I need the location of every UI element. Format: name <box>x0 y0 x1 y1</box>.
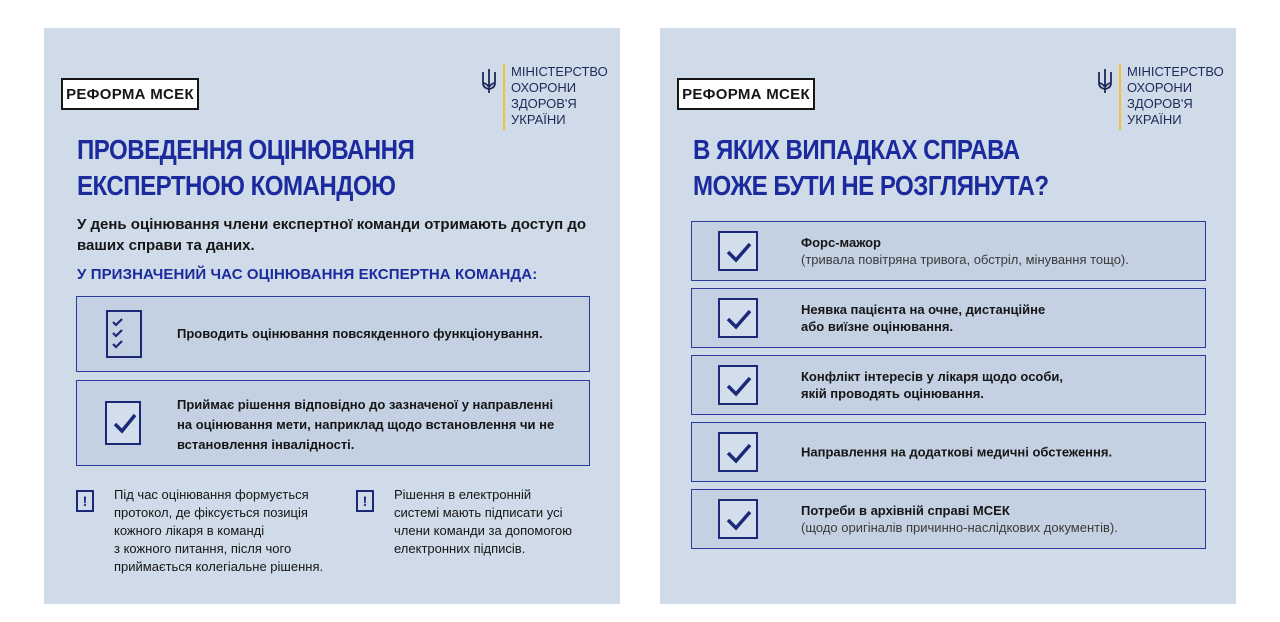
trident-icon <box>480 68 498 94</box>
checkbox-icon <box>718 365 758 405</box>
ministry-logo <box>1096 64 1224 130</box>
case-item <box>691 288 1206 348</box>
note-protocol <box>76 486 323 576</box>
case-item <box>691 221 1206 281</box>
lead-text: У день оцінювання члени експертної команди отримають доступ до ваших справи та даних. <box>77 216 587 254</box>
right-card <box>660 28 1236 604</box>
exclamation-icon: ! <box>356 490 374 512</box>
case-text: Неявка пацієнта на очне, дистанційне або виїзне оцінювання. <box>801 302 1046 334</box>
checkbox-icon <box>718 499 758 539</box>
page-title: В ЯКИХ ВИПАДКАХ СПРАВА МОЖЕ БУТИ НЕ РОЗГЛЯНУТА? <box>693 134 1049 201</box>
case-text: Конфлікт інтересів у лікаря щодо особи, якій проводять оцінювання. <box>801 369 1063 401</box>
checkbox-icon <box>105 401 141 445</box>
ministry-divider <box>1119 64 1121 130</box>
action-item <box>76 380 590 466</box>
ministry-name: МІНІСТЕРСТВО ОХОРОНИ ЗДОРОВ'Я УКРАЇНИ <box>511 64 608 127</box>
case-text: Направлення на додаткові медичні обстеження. <box>801 444 1113 460</box>
checkbox-icon <box>718 298 758 338</box>
note-text: Рішення в електронній системі мають підписати усі члени команди за допомогою електронних підписів. <box>394 487 573 556</box>
ministry-logo <box>480 64 608 130</box>
action-text: Приймає рішення відповідно до зазначеної у направленні на оцінювання мети, наприклад щодо встановлення чи не встановлення інвалідності. <box>177 397 555 452</box>
checkbox-icon <box>718 231 758 271</box>
page-title: ПРОВЕДЕННЯ ОЦІНЮВАННЯ ЕКСПЕРТНОЮ КОМАНДОЮ <box>77 134 415 201</box>
case-item <box>691 355 1206 415</box>
case-item <box>691 422 1206 482</box>
clipboard-checklist-icon <box>105 309 143 359</box>
action-text: Проводить оцінювання повсякденного функціонування. <box>177 326 543 341</box>
ministry-name: МІНІСТЕРСТВО ОХОРОНИ ЗДОРОВ'Я УКРАЇНИ <box>1127 64 1224 127</box>
checkbox-icon <box>718 432 758 472</box>
case-text: Потреби в архівній справі МСЕК (щодо оригіналів причинно-наслідкових документів). <box>801 503 1118 535</box>
reform-badge: РЕФОРМА МСЕК <box>61 78 199 110</box>
left-card <box>44 28 620 604</box>
action-item <box>76 296 590 372</box>
note-signatures <box>356 486 572 558</box>
case-text: Форс-мажор (тривала повітряна тривога, обстріл, мінування тощо). <box>801 235 1129 267</box>
reform-badge: РЕФОРМА МСЕК <box>677 78 815 110</box>
case-item <box>691 489 1206 549</box>
exclamation-icon: ! <box>76 490 94 512</box>
trident-icon <box>1096 68 1114 94</box>
ministry-divider <box>503 64 505 130</box>
note-text: Під час оцінювання формується протокол, де фіксується позиція кожного лікаря в команді з кожного питання, після чого приймається колегіальне рішення. <box>114 487 324 574</box>
subheading: У ПРИЗНАЧЕНИЙ ЧАС ОЦІНЮВАННЯ ЕКСПЕРТНА КОМАНДА: <box>77 266 538 283</box>
